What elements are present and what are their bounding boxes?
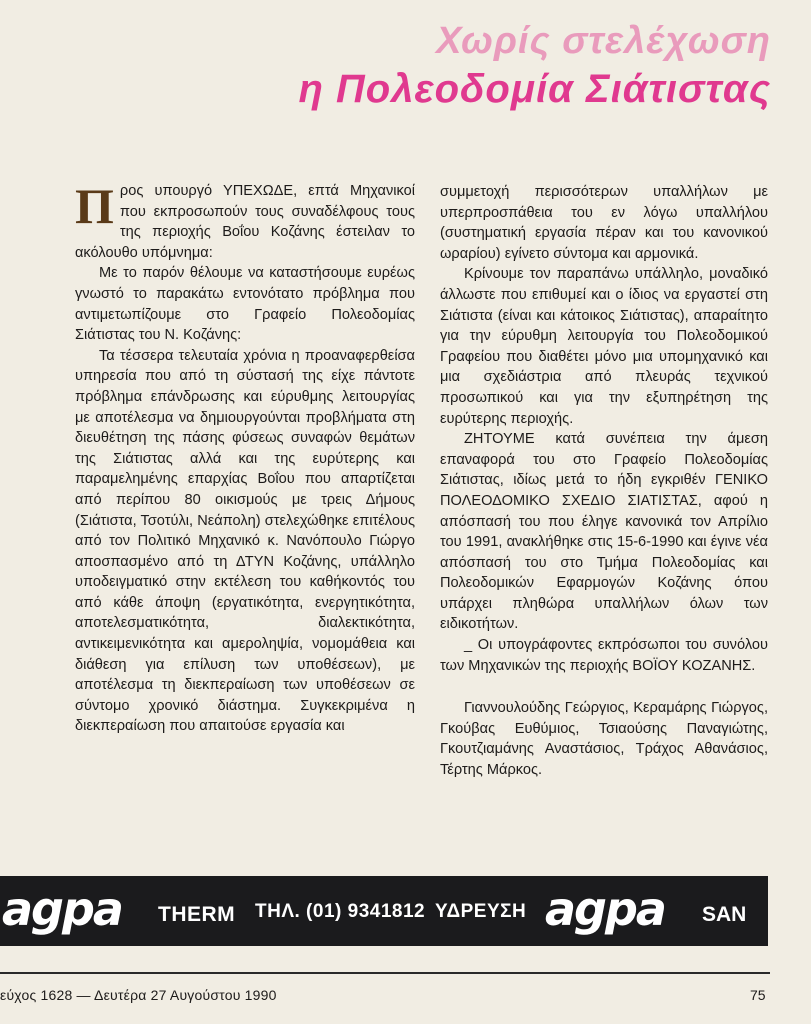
headline-line-2: η Πολεοδομία Σιάτιστας xyxy=(298,67,771,111)
paragraph-statement: Με το παρόν θέλουμε να καταστήσουμε ευρέως γνωστό το παρακάτω εντονότατο πρόβλημα που αντιμετωπίζουμε στο Γραφείο Πολεοδομίας Σιάτιστας του Ν. Κοζάνης: xyxy=(75,265,415,344)
advertisement-banner xyxy=(0,876,768,946)
footer-divider xyxy=(0,972,770,974)
article-headline xyxy=(299,18,772,114)
advert-label: ΥΔΡΕΥΣΗ xyxy=(435,901,527,922)
headline-line-1: Χωρίς στελέχωση xyxy=(436,20,771,62)
intro-text: ρος υπουργό ΥΠΕΧΩΔΕ, επτά Μηχανικοί που εκπροσωπούν τους συναδέλφους τους της περιοχής Βοΐου Κοζάνης έστειλαν το ακόλουθο υπόμνημα: xyxy=(75,183,415,261)
agpa-san-logo: agpa xyxy=(545,882,665,936)
paragraph-closing: _ Οι υπογράφοντες εκπρόσωποι του συνόλου των Μηχανικών της περιοχής ΒΟΪΟΥ ΚΟΖΑΝΗΣ. xyxy=(440,637,768,674)
san-label: SAN xyxy=(702,903,747,926)
advert-phone: ΤΗΛ. (01) 9341812 xyxy=(255,901,426,922)
agpa-therm-logo: agpa xyxy=(2,882,122,936)
paragraph-demand: ΖΗΤΟΥΜΕ κατά συνέπεια την άμεση επαναφορά του στο Γραφείο Πολεοδομίας Σιάτιστας, ιδίως μετά το ήδη εγκριθέν ΓΕΝΙΚΟ ΠΟΛΕΟΔΟΜΙΚΟ ΣΧΕΔΙΟ ΣΙΑΤΙΣΤΑΣ, αφού η απόσπασή του που έληγε κανονικά τον Απρίλιο του 1991, ανακλήθηκε στις 15-6-1990 και έγινε νέα απόσπασή του στο Τμήμα Πολεοδομίας και Πολεοδομικών Εφαρμογών Κοζάνης όπου υπάρχει πληθώρα υπαλλήλων όλων των ειδικοτήτων. xyxy=(440,431,768,633)
drop-cap-letter: Π xyxy=(75,178,114,234)
paragraph-background: Τα τέσσερα τελευταία χρόνια η προαναφερθείσα υπηρεσία που από τη σύστασή της είχε πάντοτε πρόβλημα επάνδρωσης και εύρυθμης λειτουργίας με αποτέλεσμα να δημιουργούνται προβλήματα στη διευθέτηση της πάσης φύσεως συναφών θεμάτων της Σιάτιστας αλλά και της ευρύτερης και παραμελημένης επαρχίας Βοΐου που απαρτίζεται από περίπου 80 οικισμούς με τρεις Δήμους (Σιάτιστα, Τσοτύλι, Νεάπολη) στελεχώθηκε επιτέλους από τον Πολιτικό Μηχανικό κ. Νανόπουλο Γιώργο αποσπασμένο από τη ΔΤΥΝ Κοζάνης, υπάλληλο υποδειγματικό στην εκτέλεση του καθήκοντός του από κάθε άποψη (εργατικότητα, ενεργητικότητα, αποτελεσματικότητα, διαλεκτικότητα, αντικειμενικότητα και αμεροληψία, νομομάθεια και διάθεση για επίλυση των υποθέσεων), με αποτέλεσμα τη διεκπεραίωση των υποθέσεων σε σύντομο χρονικό διάστημα. Συγκεκριμένα η διεκπεραίωση που απαιτούσε εργασία και xyxy=(75,347,415,735)
page-number: 75 xyxy=(750,987,766,1003)
issue-info: εύχος 1628 — Δευτέρα 27 Αυγούστου 1990 xyxy=(0,987,277,1003)
article-column-left xyxy=(75,178,415,737)
paragraph-assessment: Κρίνουμε τον παραπάνω υπάλληλο, μοναδικό άλλωστε που επιθυμεί και ο ίδιος να εργαστεί στη Σιάτιστα (είναι και κάτοικος Σιάτιστας), απαραίτητο για την εύρυθμη λειτουργία του Πολεοδομικού Γραφείου που διαθέτει μόνο μια υπομηχανικό και μια σχεδιάστρια από πλευράς τεχνικού προσωπικού και για την εξυπηρέτηση της ευρύτερης περιοχής. xyxy=(440,266,768,427)
signatories-list: Γιαννουλούδης Γεώργιος, Κεραμάρης Γιώργος, Γκούβας Ευθύμιος, Τσιαούσης Παναγιώτης, Γκουτζιαμάνης Αναστάσιος, Τράχος Αθανάσιος, Τέρτης Μάρκος. xyxy=(440,700,768,779)
therm-label: THERM xyxy=(158,903,236,926)
paragraph-intro xyxy=(75,178,415,263)
article-column-right xyxy=(440,182,768,781)
paragraph-continuation: συμμετοχή περισσότερων υπαλλήλων με υπερπροσπάθεια του εν λόγω υπαλλήλου (συστηματική εργασία πέραν και του κανονικού ωραρίου) εγίνετο σύντομα και αρμονικά. xyxy=(440,184,768,262)
